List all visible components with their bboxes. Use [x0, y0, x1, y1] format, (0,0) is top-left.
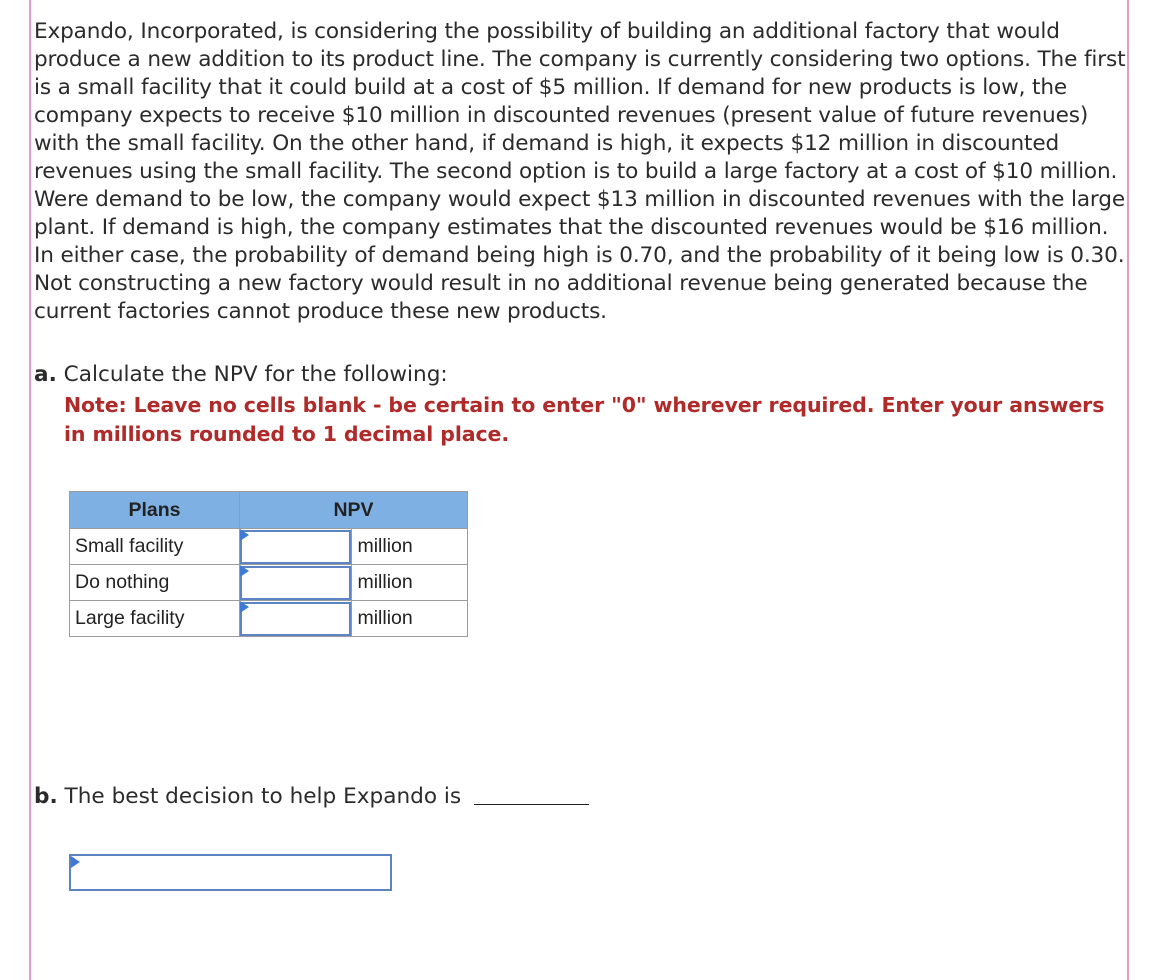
- answer-blank-line: [474, 804, 589, 805]
- input-marker-icon: [71, 856, 80, 868]
- unit-label: million: [352, 529, 468, 565]
- part-b-prompt: [34, 783, 589, 811]
- unit-label: million: [352, 565, 468, 601]
- plan-name-small-facility: Small facility: [70, 529, 240, 565]
- npv-input-do-nothing[interactable]: [240, 566, 351, 600]
- npv-input-large-facility[interactable]: [240, 602, 351, 636]
- part-a-text: Calculate the NPV for the following:: [63, 362, 448, 387]
- part-b-label: b.: [34, 784, 58, 809]
- npv-input-small-facility[interactable]: [240, 530, 351, 564]
- npv-header: NPV: [240, 492, 468, 529]
- plan-name-do-nothing: Do nothing: [70, 565, 240, 601]
- table-header-row: [70, 492, 468, 529]
- plans-header: Plans: [70, 492, 240, 529]
- npv-input-cell-small-facility: [240, 529, 352, 565]
- part-a-note: Note: Leave no cells blank - be certain to enter "0" wherever required. Enter your answers in millions rounded to 1 decimal place.: [64, 393, 1105, 446]
- part-a-prompt: [34, 361, 1128, 389]
- table-row: [70, 601, 468, 637]
- unit-label: million: [352, 601, 468, 637]
- table-row: [70, 529, 468, 565]
- npv-input-cell-do-nothing: [240, 565, 352, 601]
- problem-statement: Expando, Incorporated, is considering the possibility of building an additional factory that would produce a new addition to its product line. The company is currently considering two options. The first is a small facility that it could build at a cost of $5 million. If demand for new products is low, the company expects to receive $10 million in discounted revenues (present value of future revenues) with the small facility. On the other hand, if demand is high, it expects $12 million in discounted revenues using the small facility. The second option is to build a large factory at a cost of $10 million. Were demand to be low, the company would expect $13 million in discounted revenues with the large plant. If demand is high, the company estimates that the discounted revenues would be $16 million. In either case, the probability of demand being high is 0.70, and the probability of it being low is 0.30. Not constructing a new factory would result in no additional revenue being generated because the current factories cannot produce these new products.: [34, 19, 1126, 324]
- part-b-text: The best decision to help Expando is: [64, 784, 462, 809]
- part-a-label: a.: [34, 362, 57, 387]
- plan-name-large-facility: Large facility: [70, 601, 240, 637]
- input-marker-icon: [240, 529, 249, 541]
- npv-table: [69, 491, 468, 637]
- best-decision-input[interactable]: [69, 854, 392, 891]
- table-row: [70, 565, 468, 601]
- question-frame: [29, 0, 1129, 980]
- input-marker-icon: [240, 565, 249, 577]
- npv-input-cell-large-facility: [240, 601, 352, 637]
- input-marker-icon: [240, 601, 249, 613]
